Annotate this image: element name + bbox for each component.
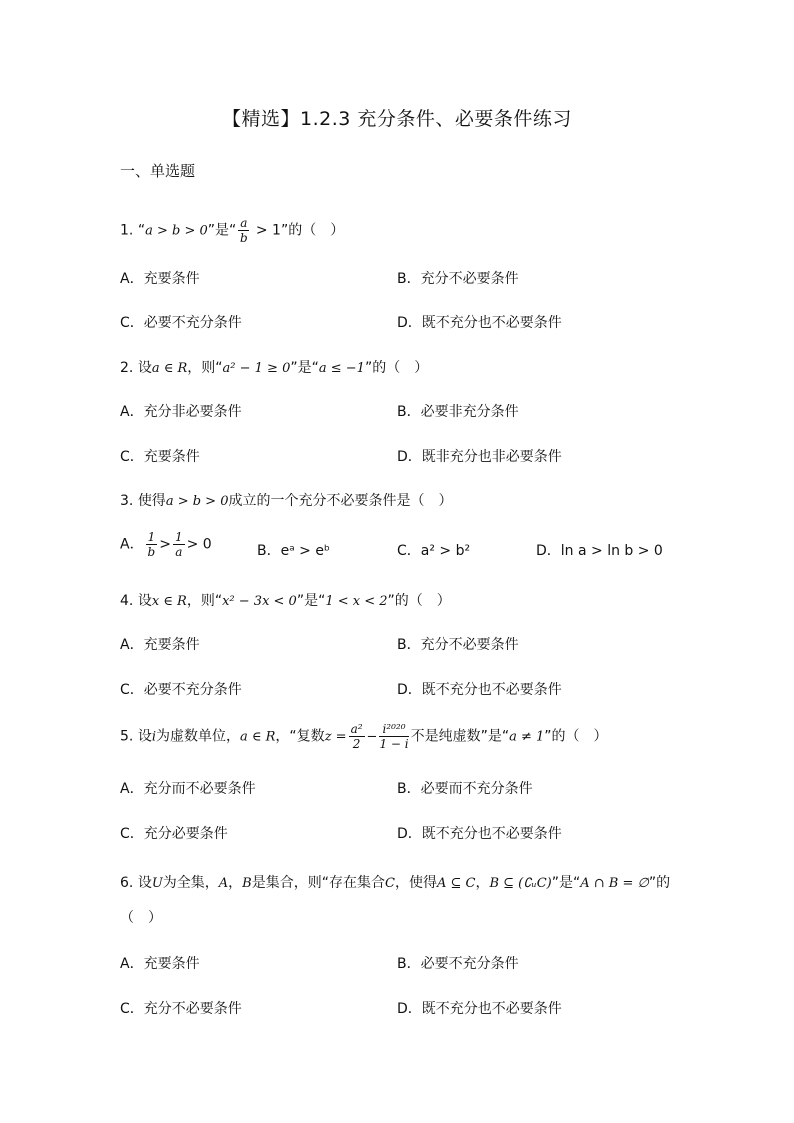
q5-option-a[interactable]: A．充分而不必要条件 (120, 781, 256, 797)
question-6-answer-blank: （ ） (120, 910, 162, 926)
q6-option-d[interactable]: D．既不充分也不必要条件 (397, 1001, 562, 1017)
q4-option-d[interactable]: D．既不充分也不必要条件 (397, 682, 562, 698)
q1-option-a[interactable]: A．充要条件 (120, 271, 200, 287)
q5-option-c[interactable]: C．充分必要条件 (120, 826, 228, 842)
q2-option-b[interactable]: B．必要非充分条件 (397, 404, 519, 420)
question-4: 4. 设x ∈ R，则“x² − 3x < 0”是“1 < x < 2”的（ ） (120, 593, 451, 609)
page-title: 【精选】1.2.3 充分条件、必要条件练习 (222, 108, 572, 130)
q1-option-b[interactable]: B．充分不必要条件 (397, 271, 519, 287)
q1-option-d[interactable]: D．既不充分也不必要条件 (397, 315, 562, 331)
q4-option-c[interactable]: C．必要不充分条件 (120, 682, 242, 698)
q4-option-b[interactable]: B．充分不必要条件 (397, 637, 519, 653)
question-5: 5. 设i为虚数单位，a ∈ R，“复数z = $\frac{\text{a²}}{2}$ − $\frac{\text{i²⁰²⁰}}{1 - i}$ 不是纯虚数”是“a ≠ 1”的（ ） (120, 722, 608, 751)
question-1: 1. “a > b > 0”是“ $\frac{a}{b}$ > 1”的（ ） (120, 216, 345, 245)
q6-option-c[interactable]: C．充分不必要条件 (120, 1001, 242, 1017)
fraction: $\frac{a}{b}$ (240, 216, 248, 245)
q5-option-d[interactable]: D．既不充分也不必要条件 (397, 826, 562, 842)
q2-option-c[interactable]: C．充要条件 (120, 449, 200, 465)
question-6: 6. 设U为全集，A，B是集合，则“存在集合C，使得A ⊆ C，B ⊆ (∁ᵤC)”是“A ∩ B = ∅”的 (120, 875, 671, 891)
q3-option-b[interactable]: B．eᵃ > eᵇ (257, 543, 330, 559)
q3-option-a[interactable]: A． $\frac{1}{b}$ > $\frac{1}{a}$ > 0 (120, 530, 212, 559)
section-heading: 一、单选题 (120, 162, 196, 180)
q5-option-b[interactable]: B．必要而不充分条件 (397, 781, 533, 797)
q2-option-a[interactable]: A．充分非必要条件 (120, 404, 242, 420)
question-2: 2. 设a ∈ R，则“a² − 1 ≥ 0”是“a ≤ −1”的（ ） (120, 360, 429, 376)
q6-option-b[interactable]: B．必要不充分条件 (397, 956, 519, 972)
q2-option-d[interactable]: D．既非充分也非必要条件 (397, 449, 562, 465)
question-3: 3. 使得a > b > 0成立的一个充分不必要条件是（ ） (120, 493, 453, 509)
q3-option-d[interactable]: D．ln a > ln b > 0 (536, 543, 663, 559)
q3-option-c[interactable]: C．a² > b² (397, 543, 471, 559)
q6-option-a[interactable]: A．充要条件 (120, 956, 200, 972)
q1-option-c[interactable]: C．必要不充分条件 (120, 315, 242, 331)
q4-option-a[interactable]: A．充要条件 (120, 637, 200, 653)
